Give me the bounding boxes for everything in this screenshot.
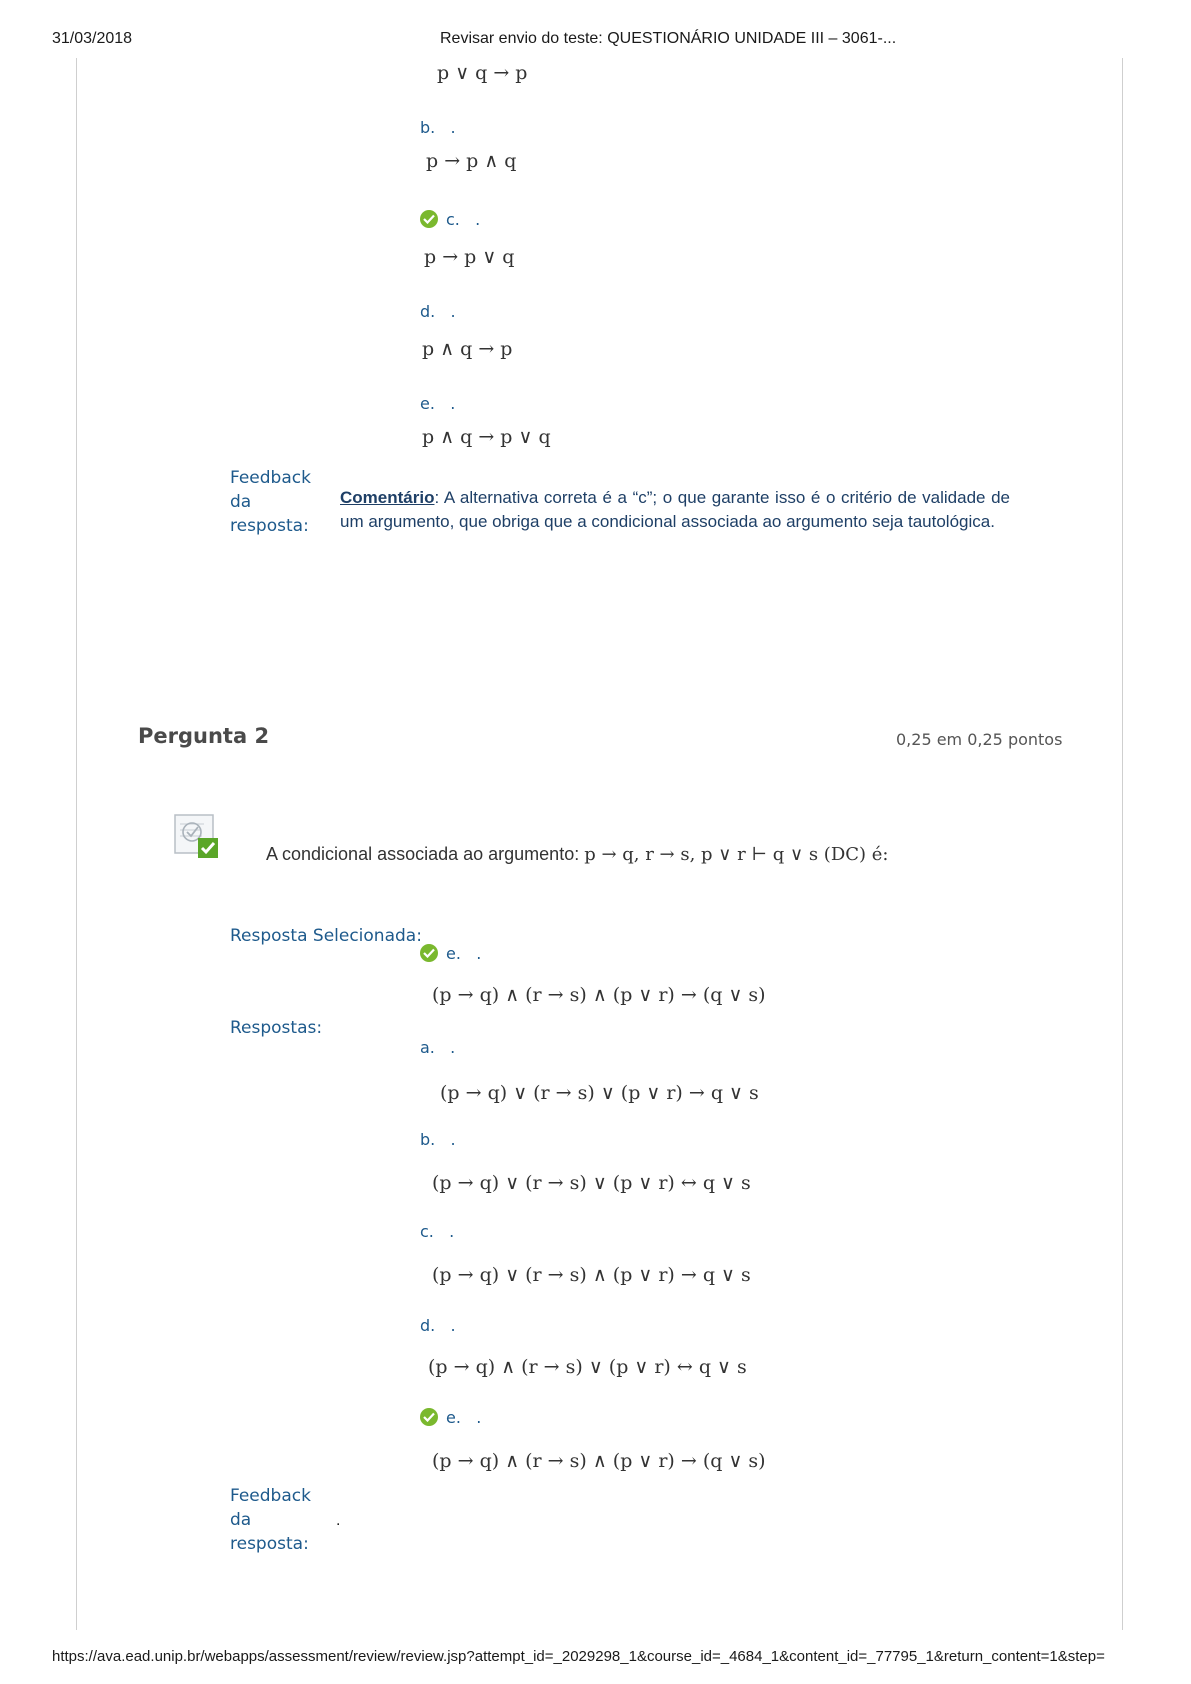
print-date: 31/03/2018 — [52, 30, 133, 47]
q2-option-d-formula: (p → q) ∧ (r → s) ∨ (p ∨ r) ↔ q ∨ s — [428, 1356, 747, 1378]
q2-feedback-label: Feedback da resposta: — [230, 1486, 311, 1554]
graded-check-icon — [174, 814, 220, 860]
q1-feedback-label: Feedback da resposta: — [230, 468, 311, 536]
q2-option-d-letter[interactable]: d. . — [420, 1316, 456, 1335]
q1-option-e-letter[interactable]: e. . — [420, 394, 456, 413]
content-frame-left — [76, 58, 77, 1630]
q2-option-b-letter[interactable]: b. . — [420, 1130, 456, 1149]
selected-answer-letter: e. . — [420, 944, 481, 963]
question-points: 0,25 em 0,25 pontos — [896, 730, 1063, 749]
q1-feedback-comment: Comentário: A alternativa correta é a “c”; o que garante isso é o critério de validade de um argumento, que obriga que a condicional associada ao argumento seja tautológica. — [340, 488, 1010, 531]
q1-option-b-formula: p → p ∧ q — [426, 150, 517, 172]
q2-option-b-formula: (p → q) ∨ (r → s) ∨ (p ∨ r) ↔ q ∨ s — [432, 1172, 751, 1194]
q1-option-d-letter[interactable]: d. . — [420, 302, 456, 321]
comment-heading: Comentário — [340, 488, 435, 507]
q2-feedback-text: . — [336, 1512, 341, 1529]
correct-check-icon — [420, 944, 438, 962]
q1-option-b-letter[interactable]: b. . — [420, 118, 456, 137]
q1-option-d-formula: p ∧ q → p — [422, 338, 513, 360]
q2-option-a-formula: (p → q) ∨ (r → s) ∨ (p ∨ r) → q ∨ s — [440, 1082, 759, 1104]
q1-option-a-formula: p ∨ q → p — [437, 62, 528, 84]
answers-label: Respostas: — [230, 1018, 323, 1038]
print-title: Revisar envio do teste: QUESTIONÁRIO UNIDADE III – 3061-... — [440, 30, 897, 47]
q2-option-c-formula: (p → q) ∨ (r → s) ∧ (p ∨ r) → q ∨ s — [432, 1264, 751, 1286]
question-title: Pergunta 2 — [138, 724, 270, 748]
correct-check-icon — [420, 1408, 438, 1426]
q1-option-c-formula: p → p ∨ q — [424, 246, 515, 268]
q2-option-e-formula: (p → q) ∧ (r → s) ∧ (p ∨ r) → (q ∨ s) — [432, 1450, 766, 1472]
q1-option-c-letter[interactable]: c. . — [420, 210, 480, 229]
correct-check-icon — [420, 210, 438, 228]
selected-answer-formula: (p → q) ∧ (r → s) ∧ (p ∨ r) → (q ∨ s) — [432, 984, 766, 1006]
q2-option-c-letter[interactable]: c. . — [420, 1222, 455, 1241]
print-footer-url: https://ava.ead.unip.br/webapps/assessment/review/review.jsp?attempt_id=_2029298_1&course_id=_4684_1&content_id=_77795_1&return_content=1&step= — [52, 1648, 1105, 1665]
q2-option-e-letter[interactable]: e. . — [420, 1408, 481, 1427]
selected-answer-label: Resposta Selecionada: — [230, 926, 422, 946]
q1-option-e-formula: p ∧ q → p ∨ q — [422, 426, 551, 448]
question-prompt: A condicional associada ao argumento: p → q, r → s, p ∨ r ⊢ q ∨ s (DC) é: — [266, 844, 889, 865]
content-frame-right — [1122, 58, 1123, 1630]
q2-option-a-letter[interactable]: a. . — [420, 1038, 456, 1057]
